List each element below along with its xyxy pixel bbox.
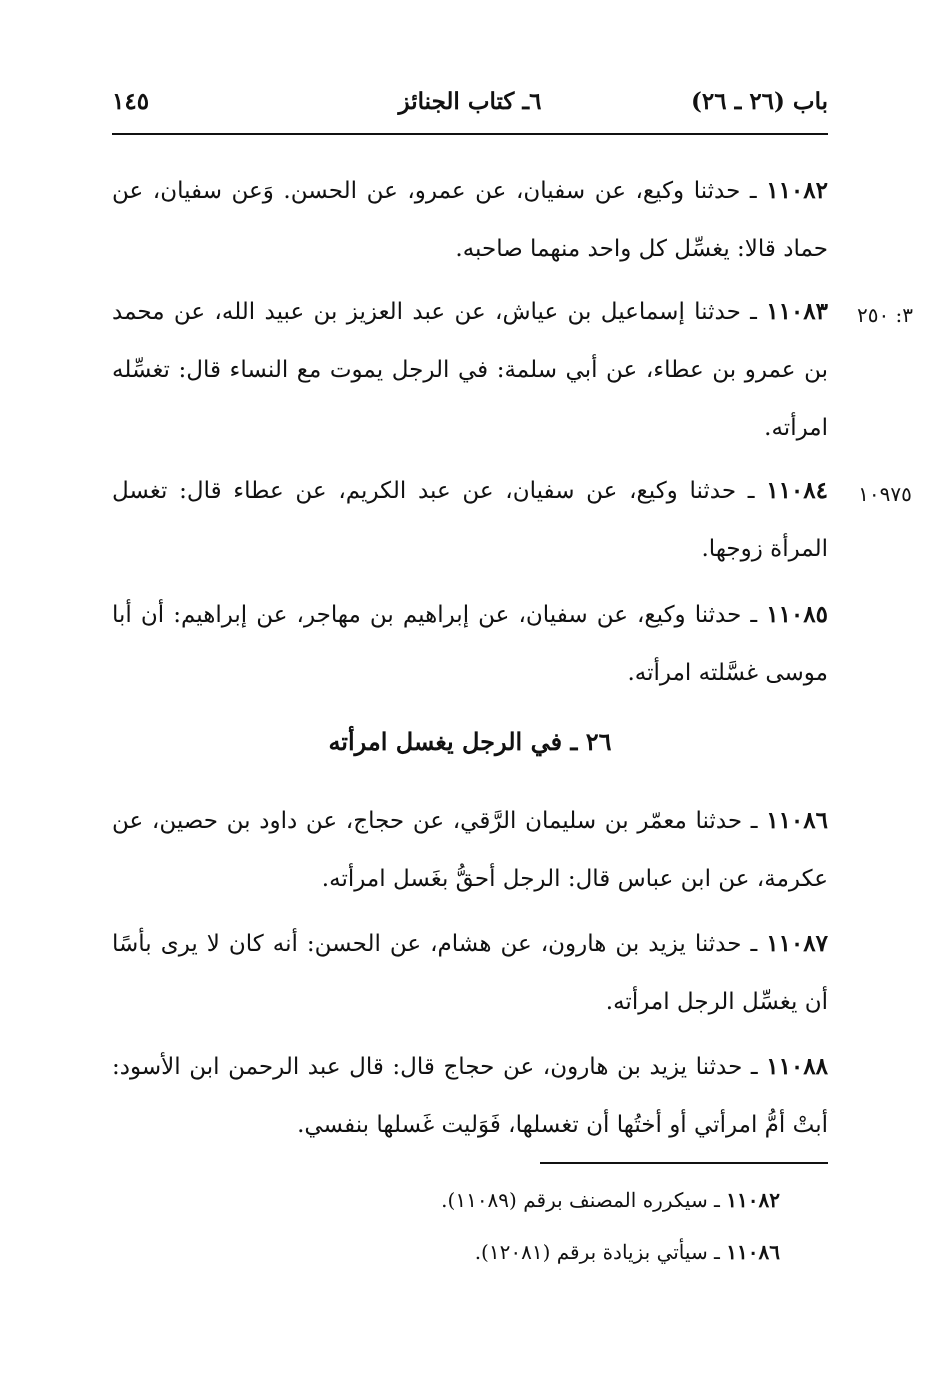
margin-reference: ٣: ٢٥٠ [856,303,914,327]
hadith-number: ١١٠٨٥ [766,601,828,628]
hadith-number: ١١٠٨٢ [766,177,828,204]
hadith-text: ـ حدثنا وكيع، عن سفيان، عن إبراهيم بن مهاجر، عن إبراهيم: أن أبا موسى غسَّلته امرأته. [112,602,828,686]
hadith-text: ـ حدثنا إسماعيل بن عياش، عن عبد العزيز بن عبيد الله، عن محمد بن عمرو بن عطاء، عن أبي سلمة: في الرجل يموت مع النساء قال: تغسِّله امرأته. [112,299,828,441]
hadith-11085 [112,586,828,702]
hadith-number: ١١٠٨٧ [766,930,828,957]
chapter-range: باب (٢٦ ـ ٢٦) [690,88,828,115]
footnote-number: ١١٠٨٢ [726,1188,780,1212]
hadith-11084 [112,462,828,578]
header-rule [112,133,828,135]
hadith-11082 [112,162,828,278]
hadith-text: ـ حدثنا معمّر بن سليمان الرَّقي، عن حجاج، عن داود بن حصين، عن عكرمة، عن ابن عباس قال: الرجل أحقُّ بغَسل امرأته. [112,808,828,892]
hadith-11087 [112,915,828,1031]
hadith-11088 [112,1038,828,1154]
book-title: ٦ـ كتاب الجنائز [398,88,542,115]
page-number: ١٤٥ [112,88,150,115]
hadith-number: ١١٠٨٣ [766,298,828,325]
hadith-text: ـ حدثنا يزيد بن هارون، عن هشام، عن الحسن: أنه كان لا يرى بأسًا أن يغسِّل الرجل امرأته. [112,931,828,1015]
hadith-number: ١١٠٨٨ [766,1053,828,1080]
hadith-number: ١١٠٨٤ [766,477,828,504]
hadith-11083 [112,283,828,457]
section-heading: ٢٦ ـ في الرجل يغسل امرأته [328,727,612,756]
footnote [112,1188,780,1212]
footnote-text: ـ سيكرره المصنف برقم (١١٠٨٩). [441,1188,727,1212]
margin-reference: ١٠٩٧٥ [858,482,912,506]
footnote-rule [540,1162,828,1164]
hadith-number: ١١٠٨٦ [766,807,828,834]
page-header [112,88,828,128]
hadith-text: ـ حدثنا يزيد بن هارون، عن حجاج قال: قال عبد الرحمن ابن الأسود: أبتْ أمُّ امرأتي أو أختُها أن تغسلها، فَوَليت غَسلها بنفسي. [112,1054,828,1138]
footnote-number: ١١٠٨٦ [726,1240,780,1264]
hadith-text: ـ حدثنا وكيع، عن سفيان، عن عمرو، عن الحسن. وَعن سفيان، عن حماد قالا: يغسِّل كل واحد منهما صاحبه. [112,178,828,262]
hadith-text: ـ حدثنا وكيع، عن سفيان، عن عبد الكريم، عن عطاء قال: تغسل المرأة زوجها. [112,478,828,562]
footnote-text: ـ سيأتي بزيادة برقم (١٢٠٨١). [474,1240,727,1264]
footnote [112,1240,780,1264]
hadith-11086 [112,792,828,908]
